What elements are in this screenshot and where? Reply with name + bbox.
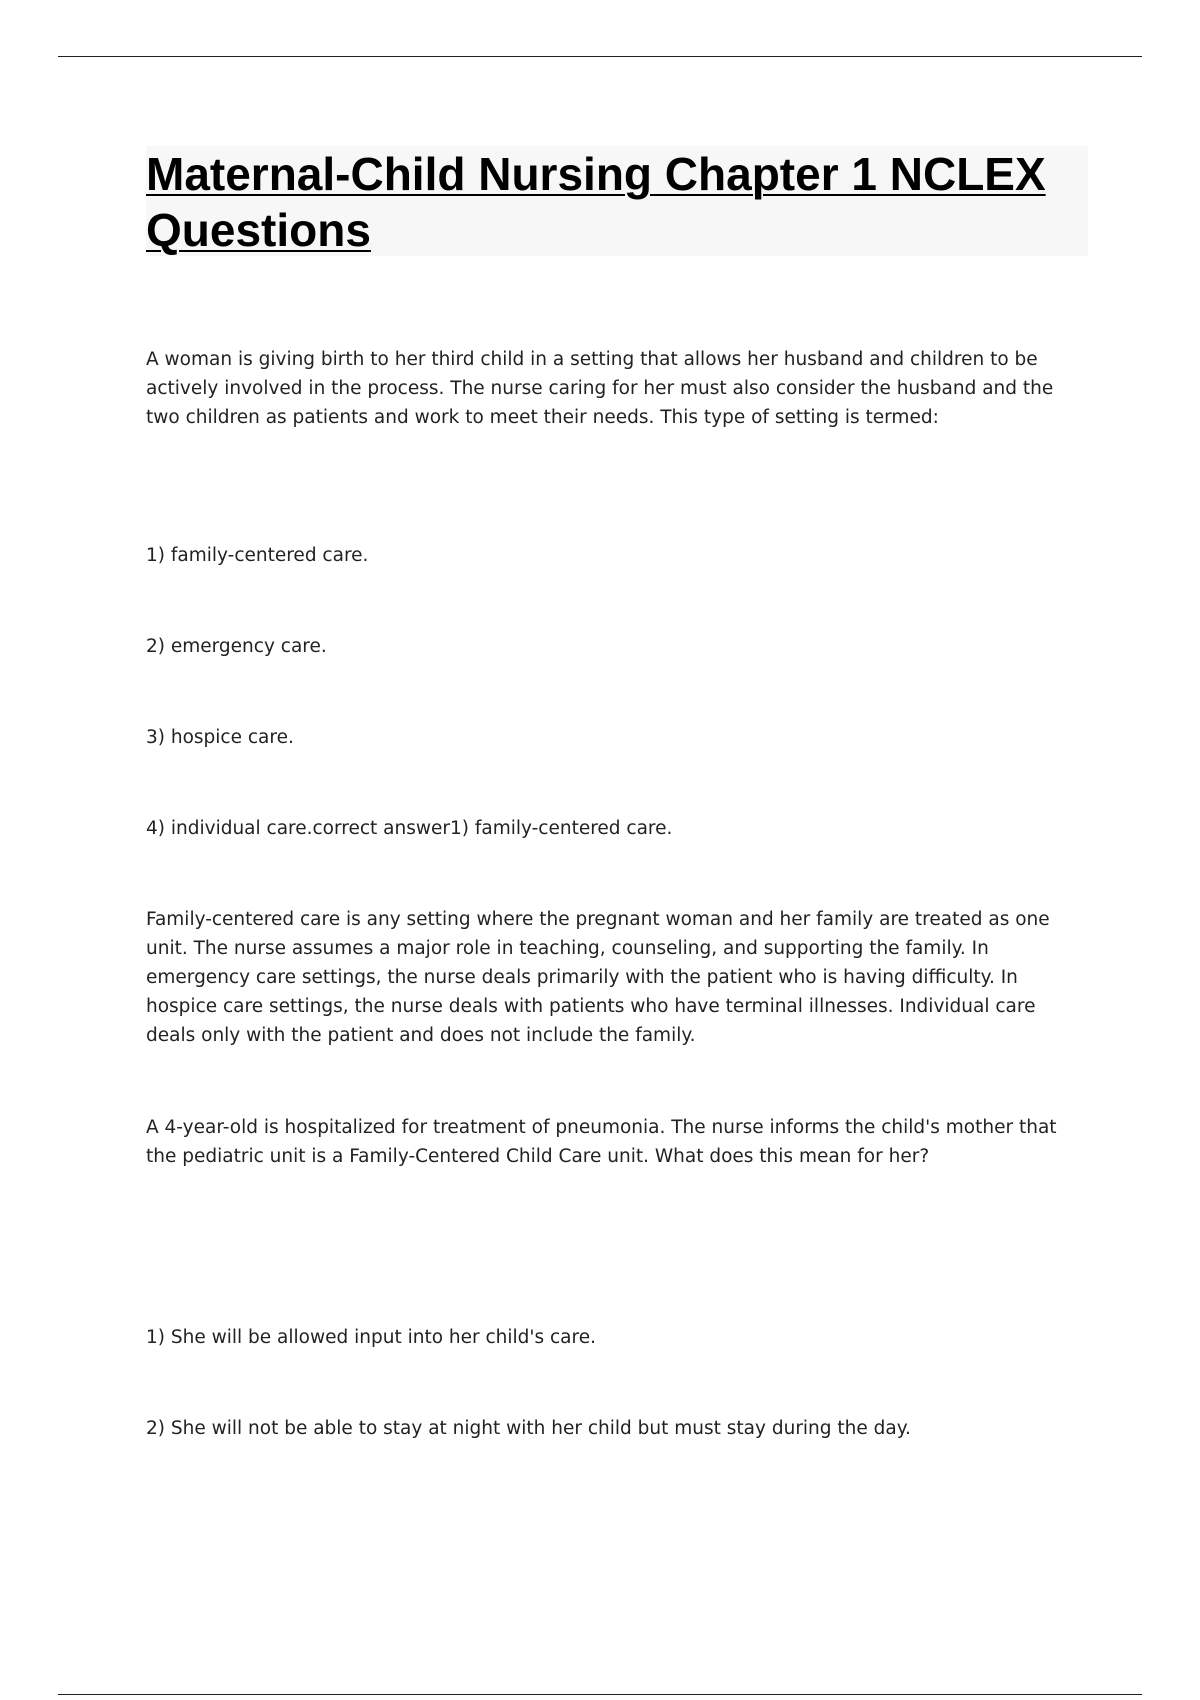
title-block	[146, 146, 1088, 256]
top-rule	[58, 56, 1142, 57]
question-1-explanation: Family-centered care is any setting where the pregnant woman and her family are treated as one unit. The nurse assumes a major role in teaching, counseling, and supporting the family. In emergency care settings, the nurse deals primarily with the patient who is having difficulty. In hospice care settings, the nurse deals with patients who have terminal illnesses. Individual care deals only with the patient and does not include the family.	[146, 909, 1050, 1046]
question-1-stem: A woman is giving birth to her third child in a setting that allows her husband and children to be actively involved in the process. The nurse caring for her must also consider the husband and the two children as patients and work to meet their needs. This type of setting is termed:	[146, 349, 1054, 428]
question-1-option-3: 3) hospice care.	[146, 727, 294, 748]
page-title: Maternal-Child Nursing Chapter 1 NCLEX Questions	[146, 148, 1046, 256]
bottom-rule	[58, 1694, 1142, 1695]
question-1-option-4-with-answer: 4) individual care.correct answer1) family-centered care.	[146, 818, 673, 839]
question-1-option-2: 2) emergency care.	[146, 636, 327, 657]
question-2-stem: A 4-year-old is hospitalized for treatment of pneumonia. The nurse informs the child's mother that the pediatric unit is a Family-Centered Child Care unit. What does this mean for her?	[146, 1117, 1057, 1167]
question-2-option-1: 1) She will be allowed input into her child's care.	[146, 1327, 596, 1348]
question-1-option-1: 1) family-centered care.	[146, 545, 369, 566]
question-2-option-2: 2) She will not be able to stay at night with her child but must stay during the day.	[146, 1418, 911, 1439]
